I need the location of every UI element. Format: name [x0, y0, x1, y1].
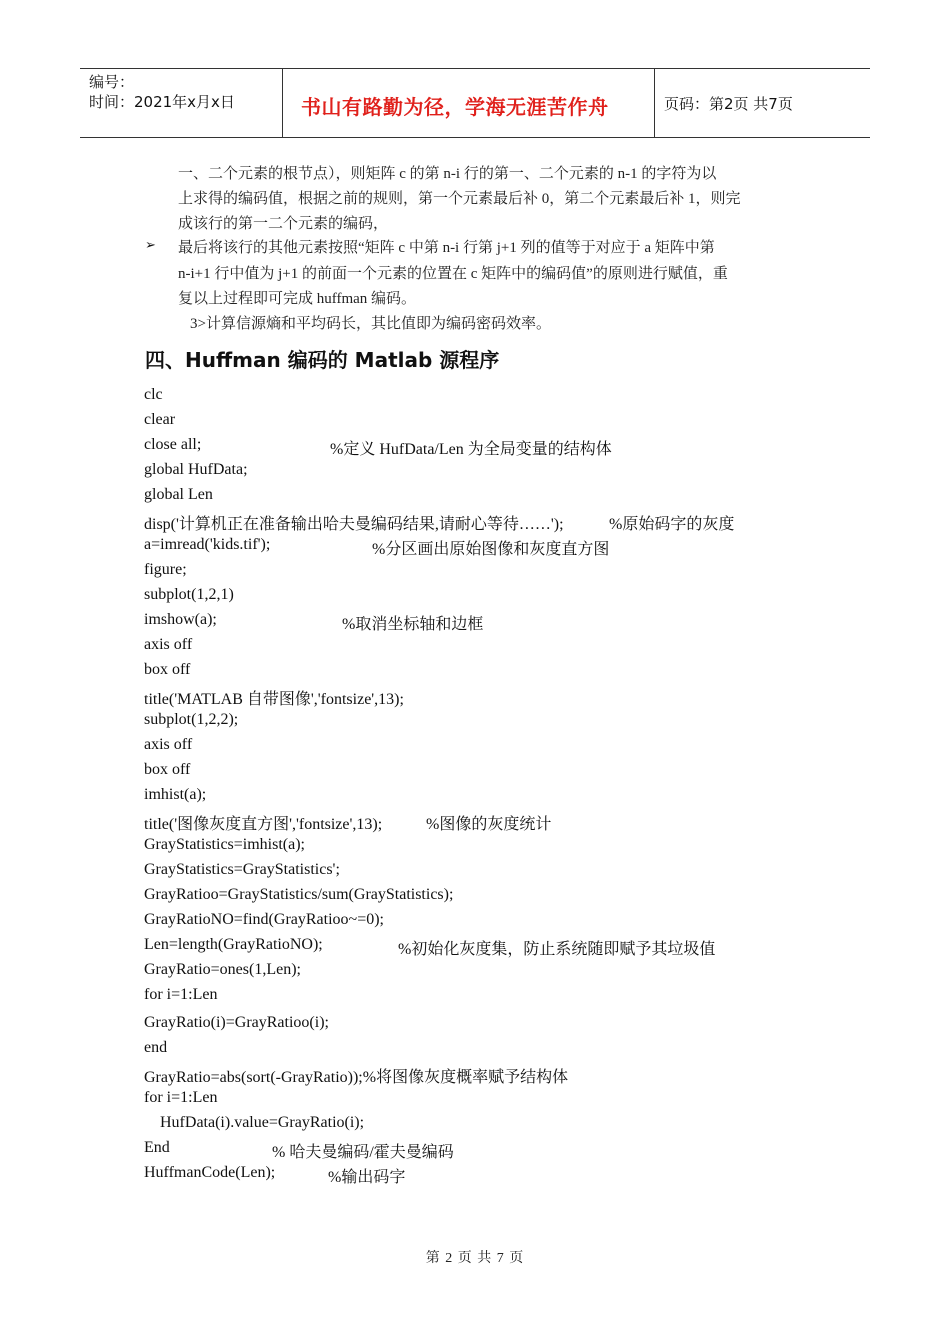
code-line: imshow(a);	[144, 611, 217, 628]
code-comment: %初始化灰度集，防止系统随即赋予其垃圾值	[398, 941, 716, 958]
code-line: box off	[144, 761, 191, 778]
code-line: GrayRatio(i)=GrayRatioo(i);	[144, 1014, 329, 1031]
code-line: axis off	[144, 636, 193, 653]
code-line: HufData(i).value=GrayRatio(i);	[160, 1114, 365, 1131]
code-line: subplot(1,2,2);	[144, 711, 239, 728]
code-line: GrayStatistics=GrayStatistics';	[144, 861, 340, 878]
document-number-label: 编号：	[89, 73, 135, 91]
code-line: Len=length(GrayRatioNO);	[144, 936, 323, 953]
header-page-cell	[655, 69, 870, 137]
document-time-label: 时间：2021年x月x日	[89, 93, 235, 111]
header-motto: 书山有路勤为径，学海无涯苦作舟	[301, 95, 609, 119]
header-motto-cell	[283, 69, 655, 137]
code-comment: %输出码字	[328, 1169, 406, 1186]
bullet-line-3: 复以上过程即可完成 huffman 编码。	[178, 291, 417, 307]
code-line: GrayRatio=abs(sort(-GrayRatio));%将图像灰度概率赋予结构体	[144, 1069, 569, 1086]
code-line: for i=1:Len	[144, 1089, 218, 1106]
code-comment: %取消坐标轴和边框	[342, 616, 484, 633]
code-comment: %定义 HufData/Len 为全局变量的结构体	[330, 441, 612, 458]
code-line: figure;	[144, 561, 187, 578]
code-line: a=imread('kids.tif');	[144, 536, 271, 553]
header-table	[80, 68, 870, 138]
code-comment: %原始码字的灰度	[609, 516, 735, 533]
code-line: title('图像灰度直方图','fontsize',13);	[144, 816, 383, 833]
code-line: imhist(a);	[144, 786, 207, 803]
code-line: title('MATLAB 自带图像','fontsize',13);	[144, 691, 404, 708]
code-line: close all;	[144, 436, 202, 453]
code-line: global Len	[144, 486, 213, 503]
step-3-text: 3>计算信源熵和平均码长，其比值即为编码密码效率。	[190, 316, 551, 332]
code-comment: %分区画出原始图像和灰度直方图	[372, 541, 610, 558]
code-line: End	[144, 1139, 170, 1156]
bullet-line-1: 最后将该行的其他元素按照“矩阵 c 中第 n-i 行第 j+1 列的值等于对应于 a 矩阵中第	[178, 240, 715, 256]
code-line: subplot(1,2,1)	[144, 586, 234, 603]
code-line: HuffmanCode(Len);	[144, 1164, 276, 1181]
header-meta-cell	[80, 69, 283, 137]
intro-line-2: 上求得的编码值，根据之前的规则，第一个元素最后补 0，第二个元素最后补 1，则完	[178, 191, 741, 207]
code-line: disp('计算机正在准备输出哈夫曼编码结果,请耐心等待……');	[144, 516, 564, 533]
code-comment: %图像的灰度统计	[426, 816, 552, 833]
code-line: axis off	[144, 736, 193, 753]
page-footer: 第 2 页 共 7 页	[425, 1251, 525, 1266]
code-line: end	[144, 1039, 168, 1056]
code-line: GrayStatistics=imhist(a);	[144, 836, 305, 853]
code-line: box off	[144, 661, 191, 678]
code-line: global HufData;	[144, 461, 248, 478]
code-line: clc	[144, 386, 163, 403]
code-line: clear	[144, 411, 176, 428]
bullet-line-2: n-i+1 行中值为 j+1 的前面一个元素的位置在 c 矩阵中的编码值”的原则进行赋值，重	[178, 266, 728, 282]
header-page-number: 页码：第2页 共7页	[664, 95, 793, 113]
code-line: GrayRatioNO=find(GrayRatioo~=0);	[144, 911, 384, 928]
code-line: GrayRatioo=GrayStatistics/sum(GrayStatistics);	[144, 886, 454, 903]
bullet-arrow-icon: ➢	[145, 238, 156, 253]
code-line: GrayRatio=ones(1,Len);	[144, 961, 301, 978]
code-comment: % 哈夫曼编码/霍夫曼编码	[272, 1144, 454, 1161]
intro-line-3: 成该行的第一二个元素的编码，	[178, 216, 389, 232]
code-line: for i=1:Len	[144, 986, 218, 1003]
intro-line-1: 一、二个元素的根节点），则矩阵 c 的第 n-i 行的第一、二个元素的 n-1 的字符为以	[178, 166, 717, 182]
section-heading: 四、Huffman 编码的 Matlab 源程序	[145, 348, 500, 372]
